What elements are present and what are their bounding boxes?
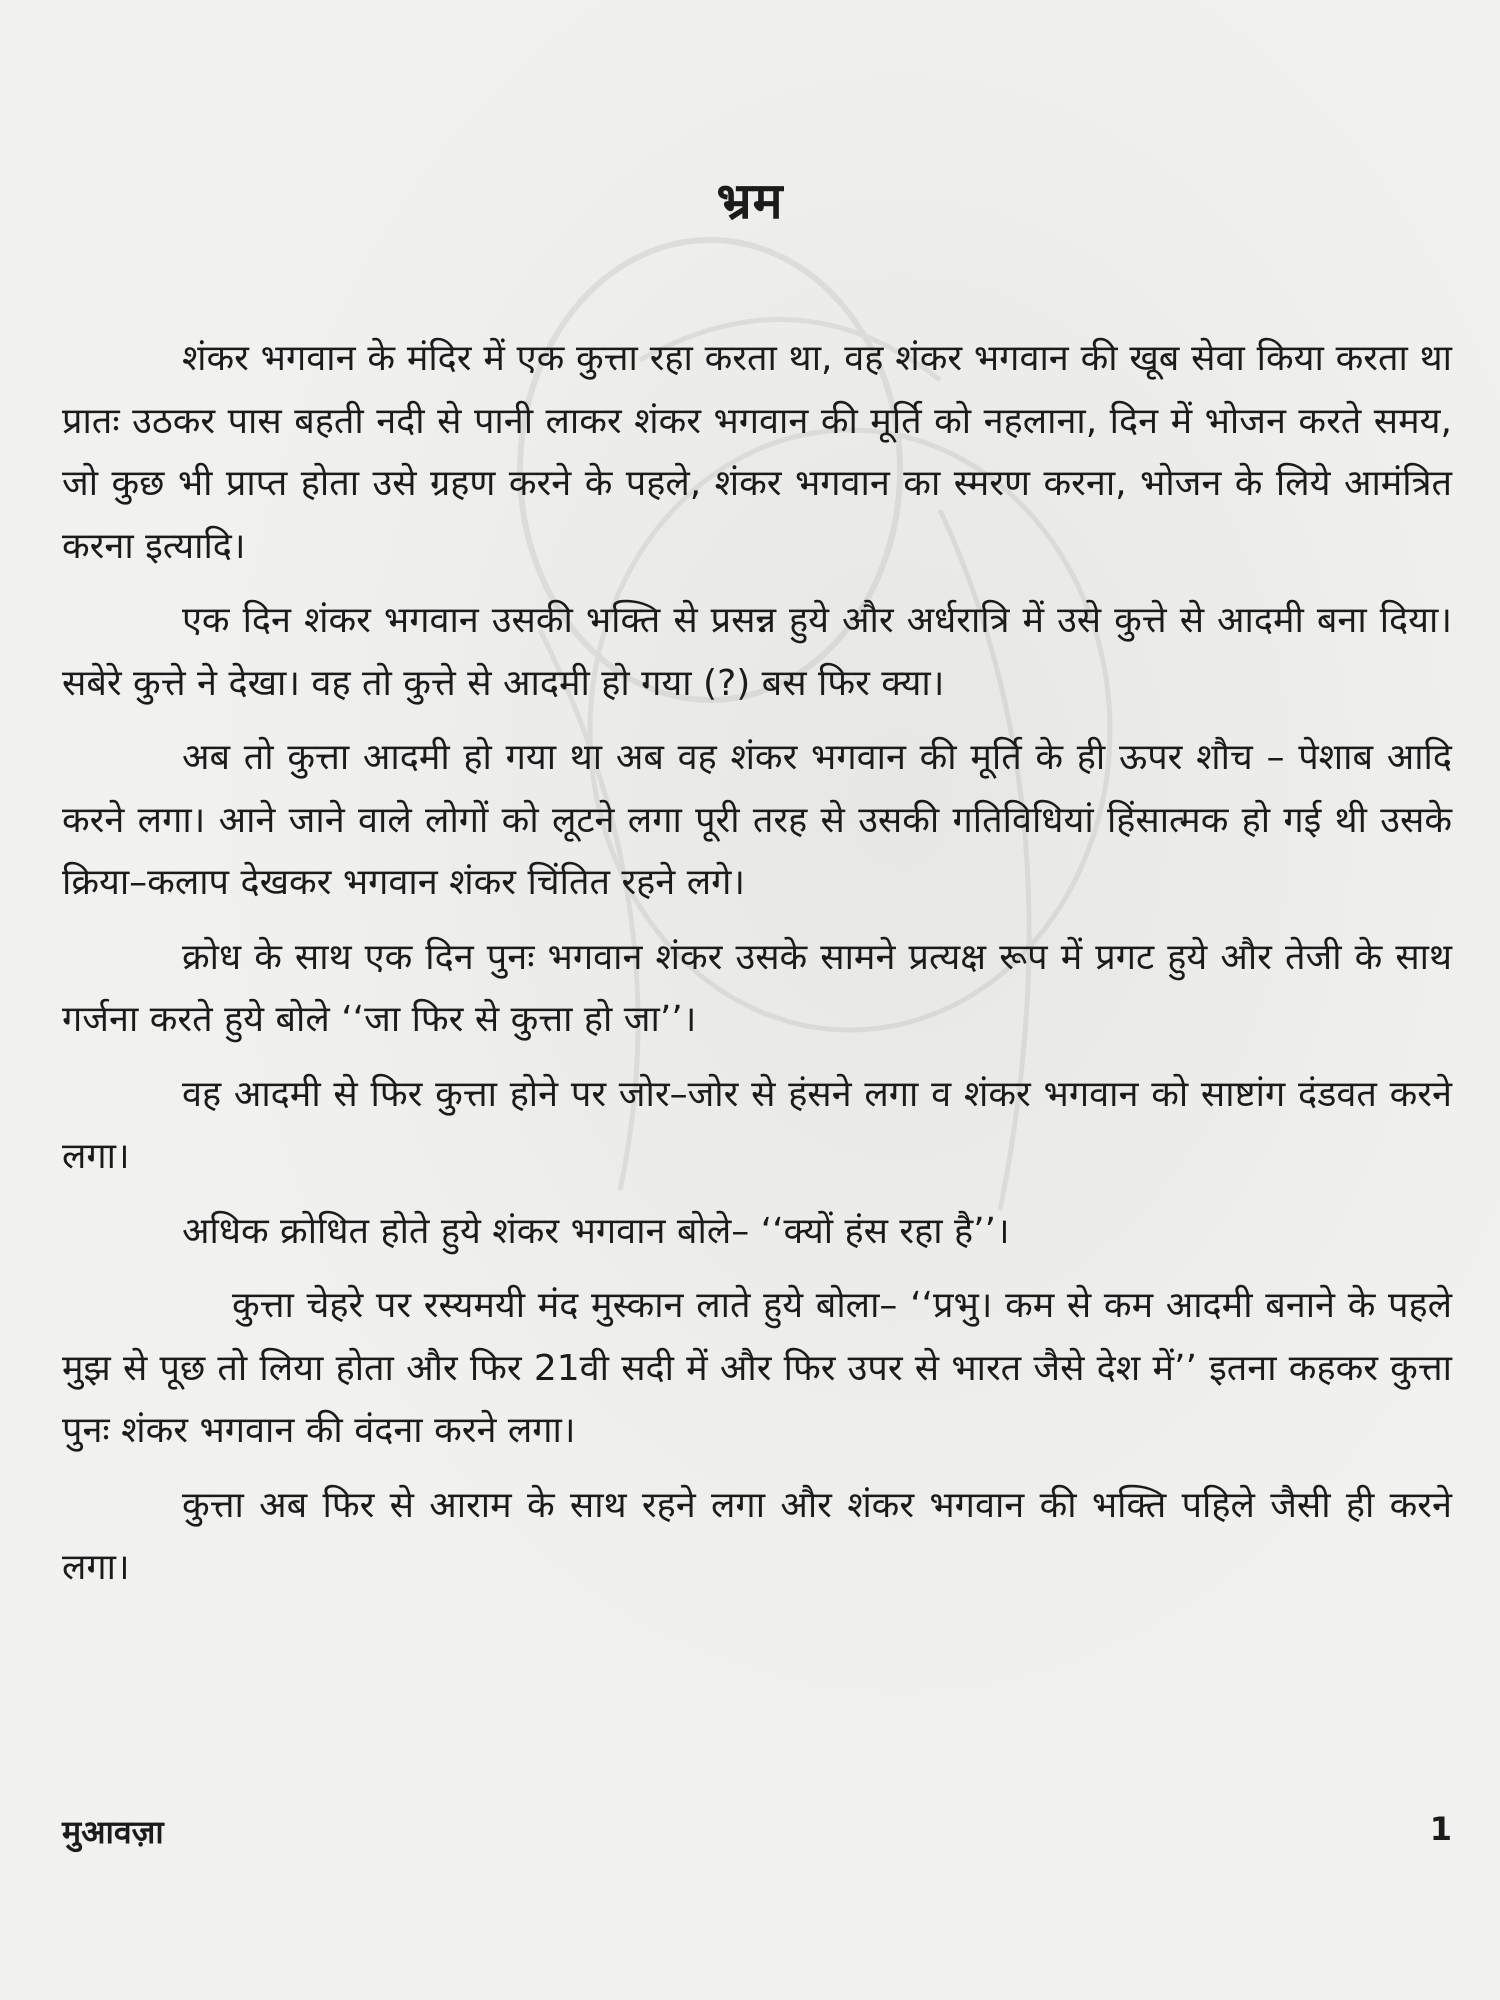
book-title: मुआवज़ा: [62, 1813, 164, 1851]
paragraph: क्रोध के साथ एक दिन पुनः भगवान शंकर उसके सामने प्रत्यक्ष रूप में प्रगट हुये और तेजी के साथ गर्जना करते हुये बोले ‘‘जा फिर से कुत्ता हो जा’’।: [62, 936, 1452, 1040]
page-title: भ्रम: [716, 172, 784, 230]
paragraph: कुत्ता अब फिर से आराम के साथ रहने लगा और शंकर भगवान की भक्ति पहिले जैसी ही करने लगा।: [62, 1484, 1452, 1588]
paragraph: शंकर भगवान के मंदिर में एक कुत्ता रहा करता था, वह शंकर भगवान की खूब सेवा किया करता था प्रातः उठकर पास बहती नदी से पानी लाकर शंकर भगवान की मूर्ति को नहलाना, दिन में भोजन करते समय, जो कुछ भी प्राप्त होता उसे ग्रहण करने के पहले, शंकर भगवान का स्मरण करना, भोजन के लिये आमंत्रित करना इत्यादि।: [62, 338, 1452, 567]
paragraph: कुत्ता चेहरे पर रस्यमयी मंद मुस्कान लाते हुये बोला– ‘‘प्रभु। कम से कम आदमी बनाने के पहले मुझ से पूछ तो लिया होता और फिर 21वी सदी में और फिर उपर से भारत जैसे देश में’’ इतना कहकर कुत्ता पुनः शंकर भगवान की वंदना करने लगा।: [62, 1285, 1452, 1451]
paragraph: अब तो कुत्ता आदमी हो गया था अब वह शंकर भगवान की मूर्ति के ही ऊपर शौच – पेशाब आदि करने लगा। आने जाने वाले लोगों को लूटने लगा पूरी तरह से उसकी गतिविधियां हिंसात्मक हो गई थी उसके क्रिया–कलाप देखकर भगवान शंकर चिंतित रहने लगे।: [62, 737, 1452, 903]
paragraph: एक दिन शंकर भगवान उसकी भक्ति से प्रसन्न हुये और अर्धरात्रि में उसे कुत्ते से आदमी बना दिया। सबेरे कुत्ते ने देखा। वह तो कुत्ते से आदमी हो गया (?) बस फिर क्या।: [62, 600, 1452, 704]
story-body: [62, 328, 1452, 1612]
page-number: 1: [1429, 1810, 1452, 1848]
page-footer: [62, 1810, 1452, 1860]
paragraph: अधिक क्रोधित होते हुये शंकर भगवान बोले– ‘‘क्यों हंस रहा है’’।: [182, 1210, 1010, 1252]
paragraph: वह आदमी से फिर कुत्ता होने पर जोर–जोर से हंसने लगा व शंकर भगवान को साष्टांग दंडवत करने लगा।: [62, 1073, 1452, 1177]
